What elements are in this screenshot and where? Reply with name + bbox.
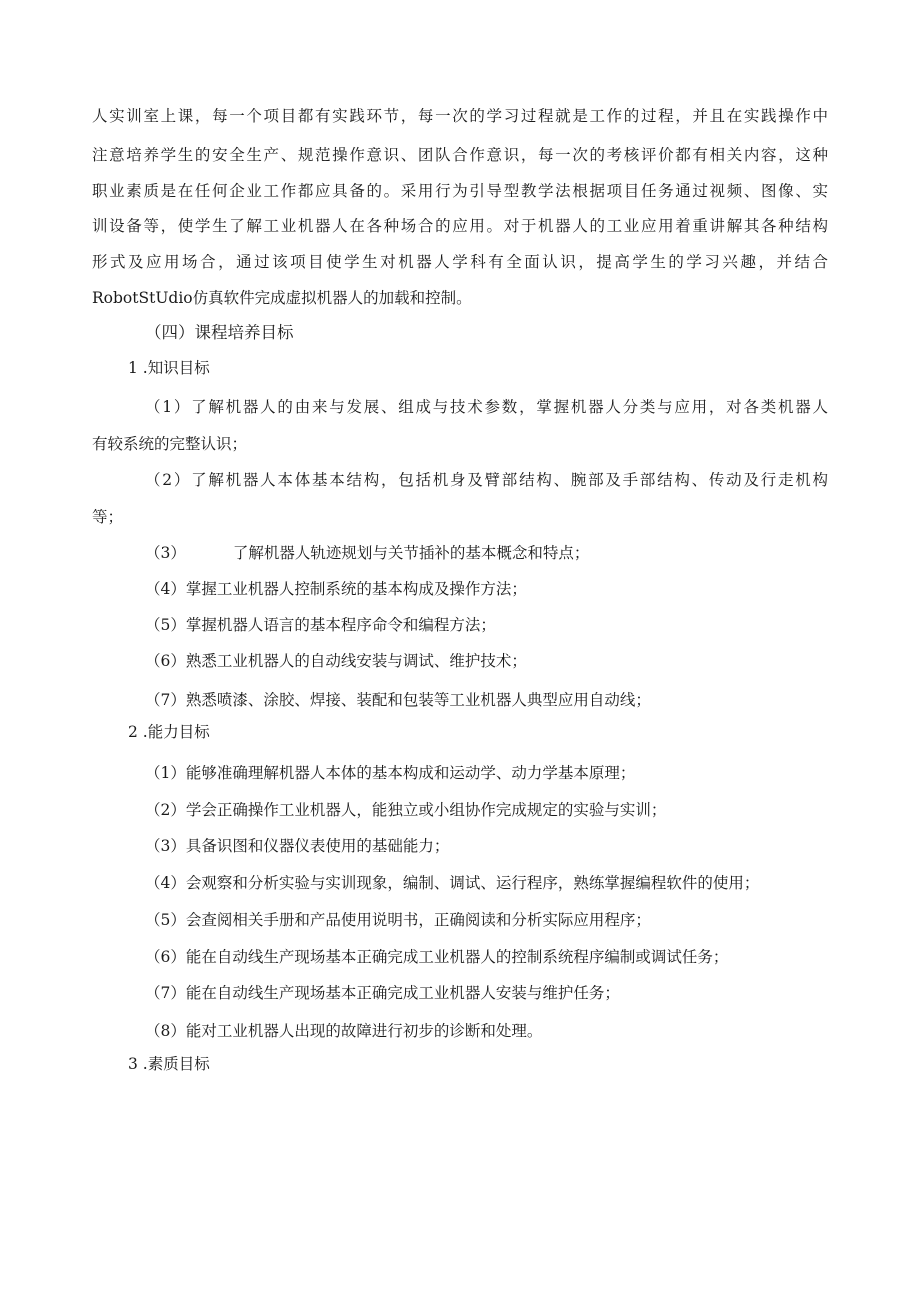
- ability-item-3: [145, 836, 449, 856]
- item-text: 会观察和分析实验与实训现象，编制、调试、运行程序，熟练掌握编程软件的使用；: [185, 874, 760, 892]
- item-number: （5）: [145, 911, 186, 929]
- section-heading: （四）课程培养目标: [145, 323, 294, 342]
- item-number: （2）: [145, 801, 186, 819]
- item-text: 了解机器人的由来与发展、组成与技术参数，掌握机器人分类与应用，对各类机器人: [191, 398, 828, 416]
- knowledge-item-3: [145, 543, 589, 563]
- item-text: 会查阅相关手册和产品使用说明书，正确阅读和分析实际应用程序；: [185, 911, 651, 929]
- knowledge-heading: 1 .知识目标: [128, 359, 210, 377]
- item-text: 了解机器人本体基本结构，包括机身及臂部结构、腕部及手部结构、传动及行走机构: [191, 471, 828, 489]
- item-text: 熟悉工业机器人的自动线安装与调试、维护技术；: [185, 652, 527, 670]
- knowledge-item-5: [145, 615, 496, 635]
- item-text: 能对工业机器人出现的故障进行初步的诊断和处理。: [185, 1022, 543, 1040]
- item-text: 学会正确操作工业机器人，能独立或小组协作完成规定的实验与实训；: [185, 801, 667, 819]
- knowledge-item-6: [145, 651, 527, 671]
- knowledge-item-2: [145, 470, 828, 490]
- ability-item-6: [145, 947, 728, 967]
- item-number: （6）: [145, 948, 186, 966]
- item-text: 具备识图和仪器仪表使用的基础能力；: [185, 837, 450, 855]
- item-number: （2）: [145, 471, 192, 489]
- item-number: （1）: [145, 398, 192, 416]
- intro-line-5: 形式及应用场合，通过该项目使学生对机器人学科有全面认识，提高学生的学习兴趣，并结合: [92, 253, 828, 271]
- intro-line-1: 人实训室上课，每一个项目都有实践环节，每一次的学习过程就是工作的过程，并且在实践操作中: [92, 107, 828, 125]
- item-number: （3）: [145, 837, 186, 855]
- item-number: （6）: [145, 652, 186, 670]
- ability-item-2: [145, 800, 666, 820]
- item-text: 熟悉喷漆、涂胶、焊接、装配和包装等工业机器人典型应用自动线；: [185, 691, 651, 709]
- knowledge-item-1: [145, 397, 828, 417]
- knowledge-item-1-cont: 有较系统的完整认识；: [92, 435, 248, 453]
- knowledge-item-4: [145, 579, 527, 599]
- item-number: （8）: [145, 1022, 186, 1040]
- item-text: 掌握机器人语言的基本程序命令和编程方法；: [185, 616, 496, 634]
- ability-item-4: [145, 873, 759, 893]
- quality-heading: 3 .素质目标: [128, 1055, 210, 1073]
- ability-item-1: [145, 763, 635, 783]
- item-number: （4）: [145, 874, 186, 892]
- item-number: （7）: [145, 984, 186, 1002]
- item-text: 了解机器人轨迹规划与关节插补的基本概念和特点；: [232, 544, 590, 562]
- ability-item-8: [145, 1021, 542, 1041]
- intro-line-3: 职业素质是在任何企业工作都应具备的。采用行为引导型教学法根据项目任务通过视频、图像、实: [92, 182, 828, 200]
- item-number: （7）: [145, 691, 186, 709]
- item-number: （5）: [145, 616, 186, 634]
- knowledge-item-2-cont: 等；: [92, 508, 124, 526]
- intro-line-4: 训设备等，使学生了解工业机器人在各种场合的应用。对于机器人的工业应用着重讲解其各种结构: [92, 217, 828, 235]
- item-text: 能够准确理解机器人本体的基本构成和运动学、动力学基本原理；: [185, 764, 636, 782]
- intro-line-6: RobotStUdio仿真软件完成虚拟机器人的加载和控制。: [92, 289, 472, 307]
- intro-line-2: 注意培养学生的安全生产、规范操作意识、团队合作意识，每一次的考核评价都有相关内容，这种: [92, 146, 828, 164]
- item-text: 能在自动线生产现场基本正确完成工业机器人安装与维护任务；: [185, 984, 620, 1002]
- ability-item-7: [145, 983, 620, 1003]
- item-number: （1）: [145, 764, 186, 782]
- item-number: （4）: [145, 580, 186, 598]
- knowledge-item-7: [145, 690, 651, 710]
- ability-item-5: [145, 910, 651, 930]
- item-text: 掌握工业机器人控制系统的基本构成及操作方法；: [185, 580, 527, 598]
- item-number: （3）: [145, 544, 186, 562]
- item-text: 能在自动线生产现场基本正确完成工业机器人的控制系统程序编制或调试任务；: [185, 948, 729, 966]
- ability-heading: 2 .能力目标: [128, 723, 210, 741]
